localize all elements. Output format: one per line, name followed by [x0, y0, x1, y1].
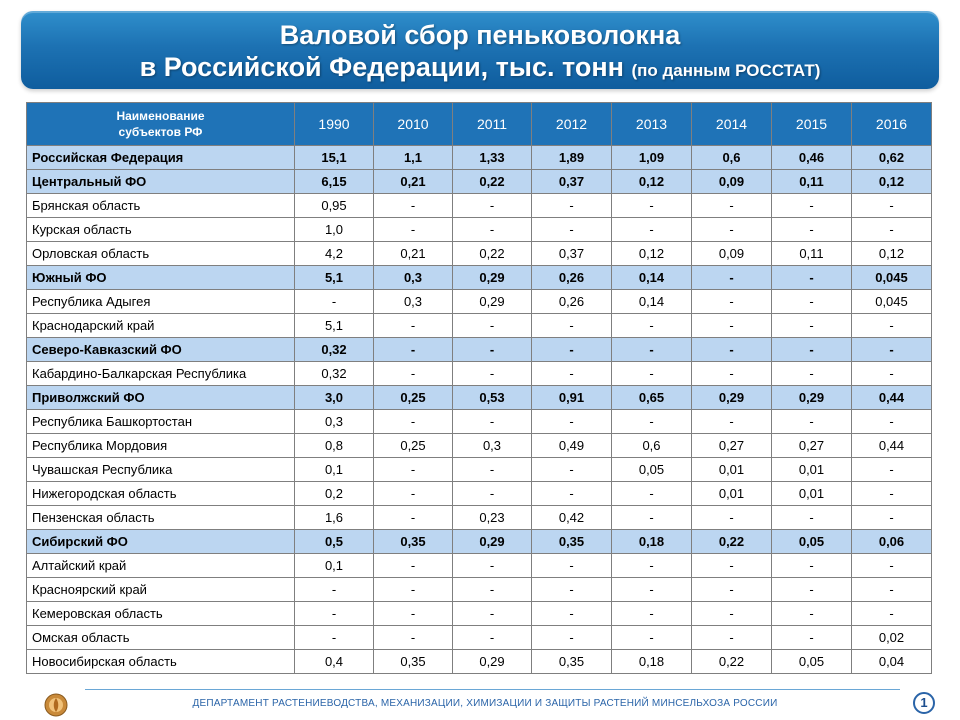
value-cell-2012: -: [532, 362, 612, 386]
table-row: [27, 290, 932, 314]
value-cell-2011: -: [453, 578, 532, 602]
title-source-note: (по данным РОССТАТ): [631, 61, 821, 80]
ministry-emblem-icon: [44, 693, 68, 717]
region-name: Нижегородская область: [27, 482, 295, 506]
value-cell-2016: 0,06: [852, 530, 932, 554]
table-row: [27, 626, 932, 650]
table-row: [27, 650, 932, 674]
value-cell-2011: -: [453, 554, 532, 578]
value-cell-2014: 0,09: [692, 242, 772, 266]
value-cell-2010: -: [374, 554, 453, 578]
value-cell-2012: 0,37: [532, 242, 612, 266]
value-cell-2012: 0,26: [532, 266, 612, 290]
value-cell-2012: 0,42: [532, 506, 612, 530]
value-cell-2011: 0,53: [453, 386, 532, 410]
title-banner: [21, 11, 939, 89]
header-region-name: [27, 103, 295, 146]
value-cell-2011: -: [453, 602, 532, 626]
value-cell-2013: 0,14: [612, 290, 692, 314]
value-cell-2010: -: [374, 482, 453, 506]
value-cell-2010: -: [374, 314, 453, 338]
value-cell-1990: -: [295, 578, 374, 602]
value-cell-1990: 1,6: [295, 506, 374, 530]
value-cell-2015: -: [772, 290, 852, 314]
value-cell-2015: 0,01: [772, 458, 852, 482]
value-cell-2016: 0,44: [852, 386, 932, 410]
value-cell-2010: -: [374, 506, 453, 530]
value-cell-2012: 0,91: [532, 386, 612, 410]
value-cell-2010: -: [374, 410, 453, 434]
value-cell-2014: 0,29: [692, 386, 772, 410]
value-cell-2013: 0,65: [612, 386, 692, 410]
value-cell-2014: 0,01: [692, 458, 772, 482]
value-cell-2013: -: [612, 362, 692, 386]
region-name: Курская область: [27, 218, 295, 242]
value-cell-2014: 0,22: [692, 650, 772, 674]
value-cell-2016: 0,12: [852, 170, 932, 194]
region-name: Красноярский край: [27, 578, 295, 602]
value-cell-2015: -: [772, 578, 852, 602]
table-row: [27, 314, 932, 338]
value-cell-2012: -: [532, 338, 612, 362]
value-cell-2014: 0,22: [692, 530, 772, 554]
header-year-2014: 2014: [692, 103, 772, 146]
table-row: [27, 506, 932, 530]
title-line-2-main: в Российской Федерации, тыс. тонн: [139, 52, 624, 82]
value-cell-2014: -: [692, 290, 772, 314]
table-body: [27, 146, 932, 674]
region-name: Республика Адыгея: [27, 290, 295, 314]
value-cell-2010: -: [374, 338, 453, 362]
value-cell-2014: 0,27: [692, 434, 772, 458]
table-row: [27, 242, 932, 266]
table-row: [27, 194, 932, 218]
value-cell-2014: -: [692, 626, 772, 650]
table-header-row: [27, 103, 932, 146]
value-cell-2010: -: [374, 362, 453, 386]
value-cell-2016: -: [852, 554, 932, 578]
value-cell-2011: 0,29: [453, 530, 532, 554]
value-cell-2010: -: [374, 626, 453, 650]
region-name: Брянская область: [27, 194, 295, 218]
table-row: [27, 362, 932, 386]
value-cell-1990: 5,1: [295, 266, 374, 290]
value-cell-2013: 0,18: [612, 650, 692, 674]
value-cell-2016: 0,02: [852, 626, 932, 650]
region-name: Алтайский край: [27, 554, 295, 578]
value-cell-2012: 0,37: [532, 170, 612, 194]
value-cell-2013: -: [612, 578, 692, 602]
value-cell-2016: 0,12: [852, 242, 932, 266]
value-cell-2014: 0,01: [692, 482, 772, 506]
value-cell-2010: 0,21: [374, 170, 453, 194]
footer-department: ДЕПАРТАМЕНТ РАСТЕНИЕВОДСТВА, МЕХАНИЗАЦИИ, ХИМИЗАЦИИ И ЗАЩИТЫ РАСТЕНИЙ МИНСЕЛЬХОЗА РОССИИ: [192, 698, 778, 709]
value-cell-2014: -: [692, 506, 772, 530]
value-cell-2011: 0,29: [453, 290, 532, 314]
value-cell-2012: 1,89: [532, 146, 612, 170]
table-row: [27, 170, 932, 194]
value-cell-2012: -: [532, 194, 612, 218]
value-cell-2013: -: [612, 410, 692, 434]
value-cell-1990: -: [295, 602, 374, 626]
value-cell-2015: 0,01: [772, 482, 852, 506]
value-cell-2016: -: [852, 314, 932, 338]
value-cell-2012: -: [532, 410, 612, 434]
value-cell-2016: 0,04: [852, 650, 932, 674]
value-cell-1990: 1,0: [295, 218, 374, 242]
value-cell-2016: -: [852, 218, 932, 242]
value-cell-2016: -: [852, 194, 932, 218]
value-cell-1990: 4,2: [295, 242, 374, 266]
region-name: Омская область: [27, 626, 295, 650]
value-cell-2010: -: [374, 602, 453, 626]
value-cell-2013: -: [612, 194, 692, 218]
header-year-2011: 2011: [453, 103, 532, 146]
value-cell-2016: 0,045: [852, 266, 932, 290]
value-cell-2011: -: [453, 194, 532, 218]
harvest-table: [26, 102, 932, 674]
value-cell-2015: -: [772, 338, 852, 362]
table-row: [27, 434, 932, 458]
table-row: [27, 458, 932, 482]
value-cell-2014: -: [692, 602, 772, 626]
value-cell-1990: -: [295, 626, 374, 650]
value-cell-2011: -: [453, 362, 532, 386]
value-cell-2016: 0,045: [852, 290, 932, 314]
value-cell-2010: 0,25: [374, 434, 453, 458]
value-cell-2013: 0,05: [612, 458, 692, 482]
value-cell-2012: -: [532, 458, 612, 482]
value-cell-2010: 0,3: [374, 290, 453, 314]
value-cell-2013: -: [612, 314, 692, 338]
value-cell-2012: -: [532, 578, 612, 602]
header-year-2010: 2010: [374, 103, 453, 146]
value-cell-2010: 1,1: [374, 146, 453, 170]
value-cell-2014: 0,6: [692, 146, 772, 170]
table-row: [27, 482, 932, 506]
region-name: Чувашская Республика: [27, 458, 295, 482]
value-cell-1990: 0,5: [295, 530, 374, 554]
table-row: [27, 338, 932, 362]
value-cell-2013: -: [612, 218, 692, 242]
table-row: [27, 410, 932, 434]
value-cell-2012: 0,49: [532, 434, 612, 458]
value-cell-2010: 0,35: [374, 650, 453, 674]
value-cell-2011: -: [453, 314, 532, 338]
value-cell-2013: -: [612, 506, 692, 530]
value-cell-1990: 15,1: [295, 146, 374, 170]
region-name: Орловская область: [27, 242, 295, 266]
value-cell-2013: -: [612, 482, 692, 506]
header-year-2013: 2013: [612, 103, 692, 146]
value-cell-2012: -: [532, 554, 612, 578]
value-cell-2012: 0,35: [532, 650, 612, 674]
region-name: Северо-Кавказский ФО: [27, 338, 295, 362]
value-cell-2012: 0,26: [532, 290, 612, 314]
value-cell-2013: 0,14: [612, 266, 692, 290]
value-cell-1990: 5,1: [295, 314, 374, 338]
value-cell-2014: -: [692, 338, 772, 362]
header-name-line-1: Наименование: [116, 109, 205, 123]
value-cell-2013: 0,18: [612, 530, 692, 554]
value-cell-2014: -: [692, 218, 772, 242]
value-cell-2010: 0,35: [374, 530, 453, 554]
value-cell-2014: -: [692, 314, 772, 338]
table-row: [27, 530, 932, 554]
region-name: Центральный ФО: [27, 170, 295, 194]
value-cell-2010: -: [374, 578, 453, 602]
value-cell-1990: 0,32: [295, 362, 374, 386]
value-cell-2011: -: [453, 626, 532, 650]
table-row: [27, 554, 932, 578]
value-cell-2012: -: [532, 626, 612, 650]
value-cell-2011: 0,3: [453, 434, 532, 458]
value-cell-2013: 1,09: [612, 146, 692, 170]
value-cell-2010: -: [374, 458, 453, 482]
value-cell-2016: 0,44: [852, 434, 932, 458]
region-name: Республика Мордовия: [27, 434, 295, 458]
value-cell-2015: -: [772, 218, 852, 242]
table-row: [27, 266, 932, 290]
value-cell-2015: 0,29: [772, 386, 852, 410]
value-cell-2016: -: [852, 602, 932, 626]
value-cell-2015: 0,11: [772, 242, 852, 266]
region-name: Краснодарский край: [27, 314, 295, 338]
value-cell-2015: -: [772, 554, 852, 578]
table-row: [27, 578, 932, 602]
value-cell-1990: -: [295, 290, 374, 314]
value-cell-2013: 0,6: [612, 434, 692, 458]
value-cell-2015: 0,11: [772, 170, 852, 194]
value-cell-2016: -: [852, 458, 932, 482]
value-cell-2015: -: [772, 266, 852, 290]
value-cell-2011: 0,23: [453, 506, 532, 530]
value-cell-2010: 0,21: [374, 242, 453, 266]
region-name: Кемеровская область: [27, 602, 295, 626]
value-cell-2015: -: [772, 194, 852, 218]
value-cell-2010: 0,3: [374, 266, 453, 290]
value-cell-2014: -: [692, 362, 772, 386]
table-row: [27, 218, 932, 242]
value-cell-2011: -: [453, 338, 532, 362]
value-cell-2011: -: [453, 218, 532, 242]
value-cell-2013: -: [612, 554, 692, 578]
value-cell-1990: 3,0: [295, 386, 374, 410]
region-name: Пензенская область: [27, 506, 295, 530]
value-cell-2014: -: [692, 578, 772, 602]
value-cell-2015: -: [772, 410, 852, 434]
value-cell-2015: -: [772, 362, 852, 386]
value-cell-2014: -: [692, 410, 772, 434]
table-row: [27, 602, 932, 626]
region-name: Российская Федерация: [27, 146, 295, 170]
value-cell-2015: 0,27: [772, 434, 852, 458]
value-cell-1990: 0,32: [295, 338, 374, 362]
value-cell-2011: 0,22: [453, 170, 532, 194]
value-cell-1990: 0,8: [295, 434, 374, 458]
page-number: 1: [913, 692, 935, 714]
table-row: [27, 386, 932, 410]
value-cell-2015: -: [772, 314, 852, 338]
value-cell-2013: -: [612, 602, 692, 626]
header-year-2016: 2016: [852, 103, 932, 146]
value-cell-2011: 0,29: [453, 266, 532, 290]
value-cell-2015: -: [772, 602, 852, 626]
value-cell-2012: -: [532, 314, 612, 338]
value-cell-2014: -: [692, 554, 772, 578]
value-cell-2016: -: [852, 506, 932, 530]
header-year-1990: 1990: [295, 103, 374, 146]
value-cell-2016: -: [852, 338, 932, 362]
value-cell-2015: 0,05: [772, 530, 852, 554]
title-line-1: Валовой сбор пеньковолокна: [279, 20, 681, 50]
value-cell-2013: 0,12: [612, 242, 692, 266]
value-cell-1990: 0,4: [295, 650, 374, 674]
header-year-2015: 2015: [772, 103, 852, 146]
region-name: Новосибирская область: [27, 650, 295, 674]
value-cell-2010: -: [374, 218, 453, 242]
value-cell-2015: -: [772, 626, 852, 650]
value-cell-2011: -: [453, 410, 532, 434]
value-cell-2014: -: [692, 266, 772, 290]
value-cell-2014: 0,09: [692, 170, 772, 194]
header-name-line-2: субъектов РФ: [118, 125, 203, 139]
value-cell-2011: -: [453, 482, 532, 506]
value-cell-2013: 0,12: [612, 170, 692, 194]
region-name: Сибирский ФО: [27, 530, 295, 554]
region-name: Приволжский ФО: [27, 386, 295, 410]
value-cell-2011: -: [453, 458, 532, 482]
value-cell-2016: -: [852, 362, 932, 386]
value-cell-2015: 0,05: [772, 650, 852, 674]
value-cell-2013: -: [612, 626, 692, 650]
value-cell-1990: 0,3: [295, 410, 374, 434]
region-name: Кабардино-Балкарская Республика: [27, 362, 295, 386]
value-cell-2015: 0,46: [772, 146, 852, 170]
value-cell-2011: 0,22: [453, 242, 532, 266]
value-cell-1990: 0,1: [295, 554, 374, 578]
value-cell-2015: -: [772, 506, 852, 530]
value-cell-1990: 0,95: [295, 194, 374, 218]
value-cell-2016: 0,62: [852, 146, 932, 170]
value-cell-2011: 1,33: [453, 146, 532, 170]
value-cell-2010: -: [374, 194, 453, 218]
value-cell-2012: -: [532, 218, 612, 242]
value-cell-2013: -: [612, 338, 692, 362]
value-cell-2016: -: [852, 482, 932, 506]
region-name: Республика Башкортостан: [27, 410, 295, 434]
value-cell-2016: -: [852, 578, 932, 602]
value-cell-2012: -: [532, 602, 612, 626]
value-cell-2010: 0,25: [374, 386, 453, 410]
value-cell-2014: -: [692, 194, 772, 218]
footer-divider: [85, 689, 900, 690]
value-cell-1990: 0,2: [295, 482, 374, 506]
value-cell-2011: 0,29: [453, 650, 532, 674]
value-cell-2012: -: [532, 482, 612, 506]
table-row: [27, 146, 932, 170]
value-cell-2012: 0,35: [532, 530, 612, 554]
title-line-2: [21, 51, 939, 87]
value-cell-2016: -: [852, 410, 932, 434]
value-cell-1990: 0,1: [295, 458, 374, 482]
value-cell-1990: 6,15: [295, 170, 374, 194]
region-name: Южный ФО: [27, 266, 295, 290]
header-year-2012: 2012: [532, 103, 612, 146]
